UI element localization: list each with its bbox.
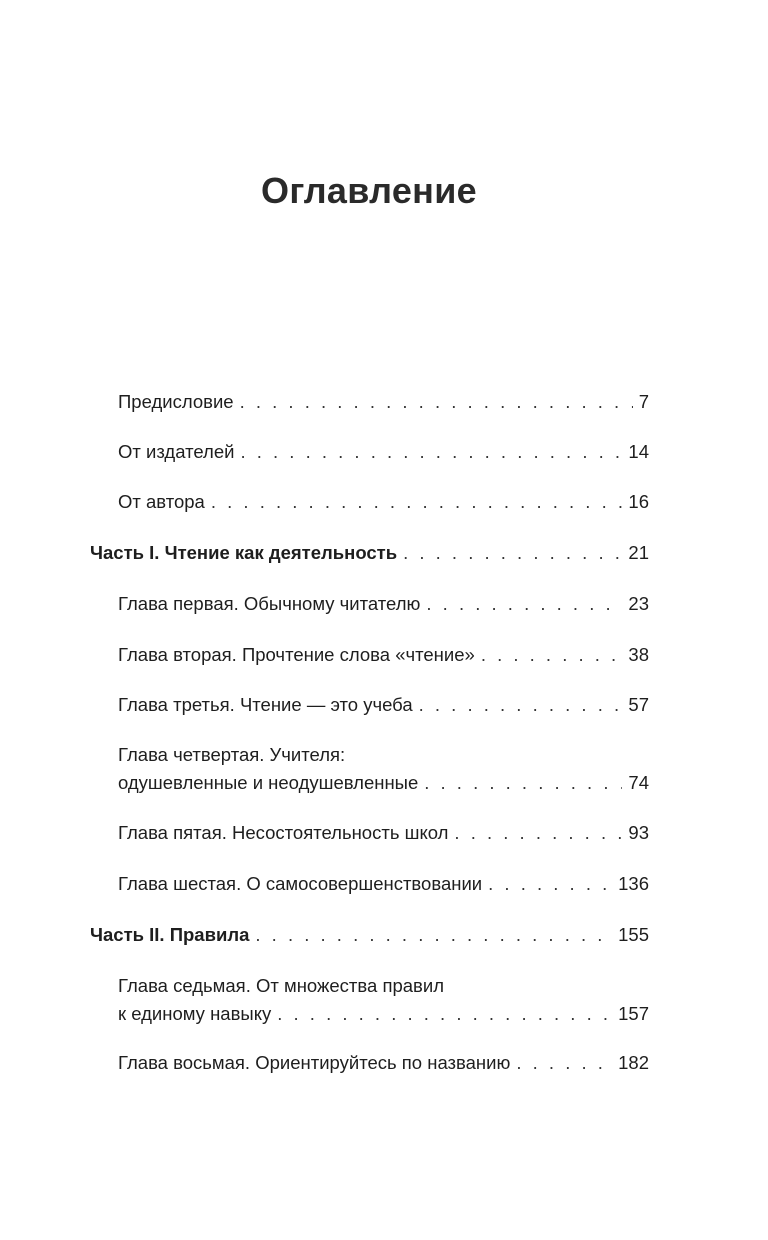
toc-entry-label-line2: одушевленные и неодушевленные [118,772,419,793]
toc-entry-author [118,488,649,516]
dot-leader [240,388,633,416]
toc-page-number: 16 [628,491,649,512]
toc-entry-label-line1: Глава четвертая. Учителя: [118,744,346,765]
toc-entry-publishers [118,438,649,466]
toc-page-number: 57 [628,694,649,715]
toc-entry-preface [118,388,649,416]
toc-chapter-8 [118,1049,649,1077]
toc-part-2 [90,921,649,949]
toc-chapter-5 [118,819,649,847]
toc-entry-label: Глава пятая. Несостоятельность школ [118,822,449,843]
dot-leader [255,921,612,949]
dot-leader [488,870,612,898]
page-title: Оглавление [261,170,477,211]
toc-chapter-3 [118,691,649,719]
toc-entry-label: Глава первая. Обычному читателю [118,593,421,614]
dot-leader [240,438,622,466]
toc-part-label: Часть I. Чтение как деятельность [90,542,398,563]
dot-leader [424,769,622,797]
toc-entry-label: От издателей [118,441,235,462]
toc-page-number: 182 [618,1052,649,1073]
toc-chapter-2 [118,641,649,669]
dot-leader [277,1000,612,1028]
toc-entry-label: Глава шестая. О самосовершенствовании [118,873,483,894]
toc-page-number: 23 [628,593,649,614]
toc-part-label: Часть II. Правила [90,924,250,945]
dot-leader [426,590,622,618]
toc-page-number: 74 [628,772,649,793]
toc-entry-label: Предисловие [118,391,234,412]
dot-leader [211,488,623,516]
dot-leader [516,1049,612,1077]
toc-page-number: 38 [628,644,649,665]
toc-entry-label: Глава восьмая. Ориентируйтесь по названию [118,1052,511,1073]
toc-chapter-7 [118,972,649,1028]
dot-leader [481,641,623,669]
toc-page-number: 21 [628,542,649,563]
toc-page-number: 93 [628,822,649,843]
dot-leader [419,691,623,719]
dot-leader [454,819,622,847]
toc-entry-label-line2: к единому навыку [118,1003,272,1024]
toc-page-number: 155 [618,924,649,945]
toc-page-number: 136 [618,873,649,894]
toc-chapter-6 [118,870,649,898]
toc-chapter-4 [118,741,649,797]
toc-entry-label: Глава вторая. Прочтение слова «чтение» [118,644,475,665]
toc-part-1 [90,539,649,567]
toc-entry-label-line1: Глава седьмая. От множества правил [118,975,444,996]
toc-page-number: 157 [618,1003,649,1024]
dot-leader [403,539,622,567]
toc-page-number: 14 [628,441,649,462]
toc-chapter-1 [118,590,649,618]
toc-entry-label: От автора [118,491,205,512]
toc-entry-label: Глава третья. Чтение — это учеба [118,694,413,715]
toc-page-number: 7 [638,391,649,412]
